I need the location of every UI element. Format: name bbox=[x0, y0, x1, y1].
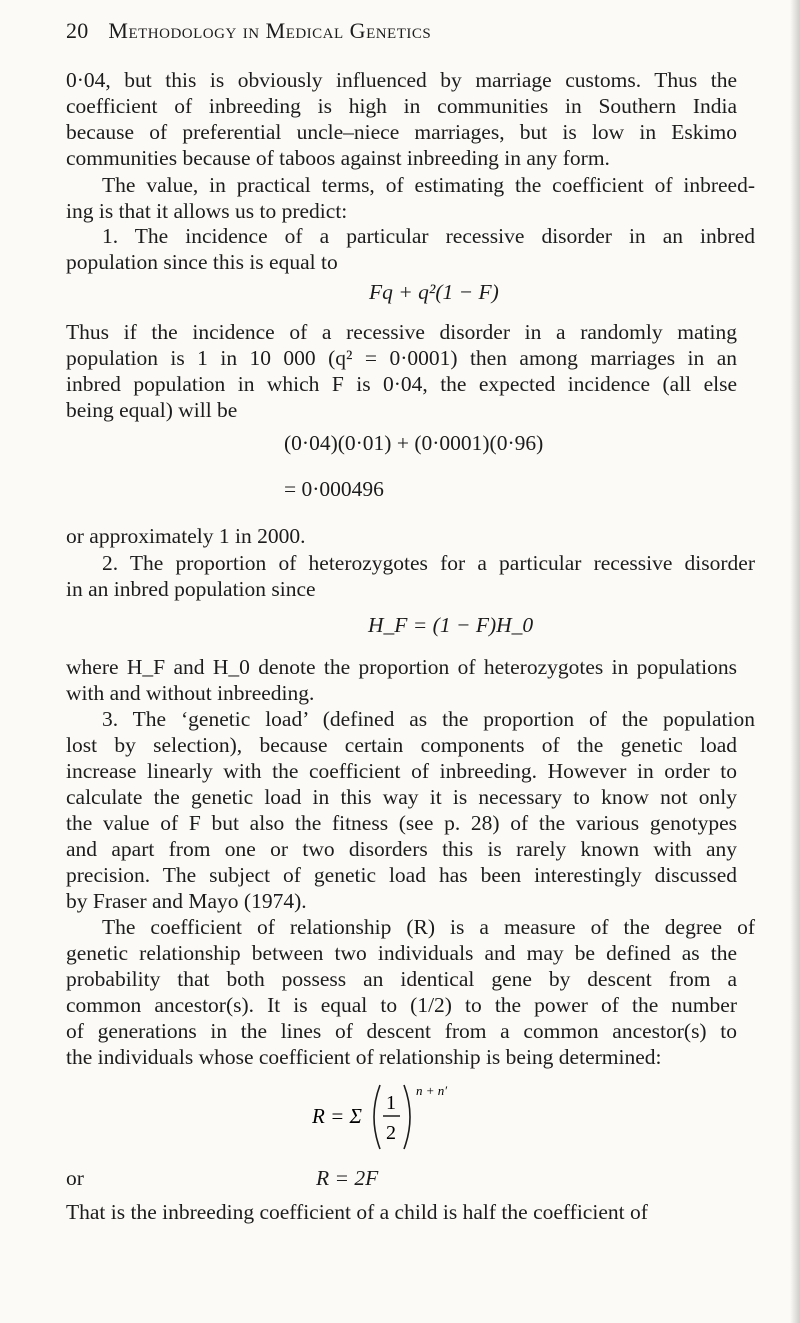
text-line: in an inbred population since bbox=[66, 577, 316, 601]
equation-calc-1: (0·04)(0·01) + (0·0001)(0·96) bbox=[284, 431, 544, 455]
text-line: ing is that it allows us to predict: bbox=[66, 199, 348, 223]
text-line: or approximately 1 in 2000. bbox=[66, 524, 306, 548]
or-word: or bbox=[66, 1166, 84, 1190]
text-line: lost by selection), because certain components of the genetic load bbox=[66, 733, 737, 757]
equation-sum-numerator: 1 bbox=[386, 1092, 396, 1114]
text-line: communities because of taboos against inbreeding in any form. bbox=[66, 146, 610, 170]
text-line: calculate the genetic load in this way it is necessary to know not only bbox=[66, 785, 737, 809]
text-line: because of preferential uncle–niece marriages, but is low in Eskimo bbox=[66, 120, 737, 144]
text-line: increase linearly with the coefficient of inbreeding. However in order to bbox=[66, 759, 737, 783]
text-line: 3. The ‘genetic load’ (defined as the proportion of the population bbox=[102, 707, 755, 731]
left-paren bbox=[374, 1085, 380, 1149]
page-header bbox=[66, 18, 431, 48]
text-line: 0·04, but this is obviously influenced by marriage customs. Thus the bbox=[66, 68, 737, 92]
right-paren bbox=[404, 1085, 410, 1149]
text-line: of generations in the lines of descent from a common ancestor(s) to bbox=[66, 1019, 737, 1043]
text-line: the individuals whose coefficient of relationship is being determined: bbox=[66, 1045, 662, 1069]
text-line: common ancestor(s). It is equal to (1/2) to the power of the number bbox=[66, 993, 737, 1017]
text-line: precision. The subject of genetic load has been interestingly discussed bbox=[66, 863, 737, 887]
text-line: with and without inbreeding. bbox=[66, 681, 315, 705]
text-line: probability that both possess an identical gene by descent from a bbox=[66, 967, 737, 991]
equation-sum-lhs: R = Σ bbox=[312, 1104, 362, 1128]
text-line: population since this is equal to bbox=[66, 250, 338, 274]
text-line: by Fraser and Mayo (1974). bbox=[66, 889, 307, 913]
text-line: the value of F but also the fitness (see p. 28) of the various genotypes bbox=[66, 811, 737, 835]
text-line: That is the inbreeding coefficient of a child is half the coefficient of bbox=[66, 1200, 648, 1224]
equation-heterozygotes: H_F = (1 − F)H_0 bbox=[368, 613, 534, 637]
text-line: 1. The incidence of a particular recessive disorder in an inbred bbox=[102, 224, 755, 248]
equation-r-2f: R = 2F bbox=[316, 1166, 379, 1190]
equation-sum-exponent: n + n′ bbox=[416, 1083, 448, 1098]
text-line: inbred population in which F is 0·04, the expected incidence (all else bbox=[66, 372, 737, 396]
text-line: being equal) will be bbox=[66, 398, 238, 422]
page-edge-shadow bbox=[790, 0, 800, 1323]
text-line: coefficient of inbreeding is high in communities in Southern India bbox=[66, 94, 737, 118]
text-line: The coefficient of relationship (R) is a measure of the degree of bbox=[102, 915, 755, 939]
text-line: population is 1 in 10 000 (q² = 0·0001) then among marriages in an bbox=[66, 346, 737, 370]
equation-calc-2: = 0·000496 bbox=[284, 477, 384, 501]
text-line: Thus if the incidence of a recessive disorder in a randomly mating bbox=[66, 320, 737, 344]
text-line: The value, in practical terms, of estimating the coefficient of inbreed- bbox=[102, 173, 755, 197]
text-line: and apart from one or two disorders this is rarely known with any bbox=[66, 837, 737, 861]
running-title: Methodology in Medical Genetics bbox=[108, 18, 432, 43]
equation-sum bbox=[312, 1077, 452, 1157]
text-line: where H_F and H_0 denote the proportion of heterozygotes in populations bbox=[66, 655, 737, 679]
equation-sum-denominator: 2 bbox=[386, 1122, 396, 1144]
text-line: 2. The proportion of heterozygotes for a particular recessive disorder bbox=[102, 551, 755, 575]
text-line: genetic relationship between two individuals and may be defined as the bbox=[66, 941, 737, 965]
equation-incidence: Fq + q²(1 − F) bbox=[369, 280, 499, 304]
page-number: 20 bbox=[66, 18, 89, 43]
